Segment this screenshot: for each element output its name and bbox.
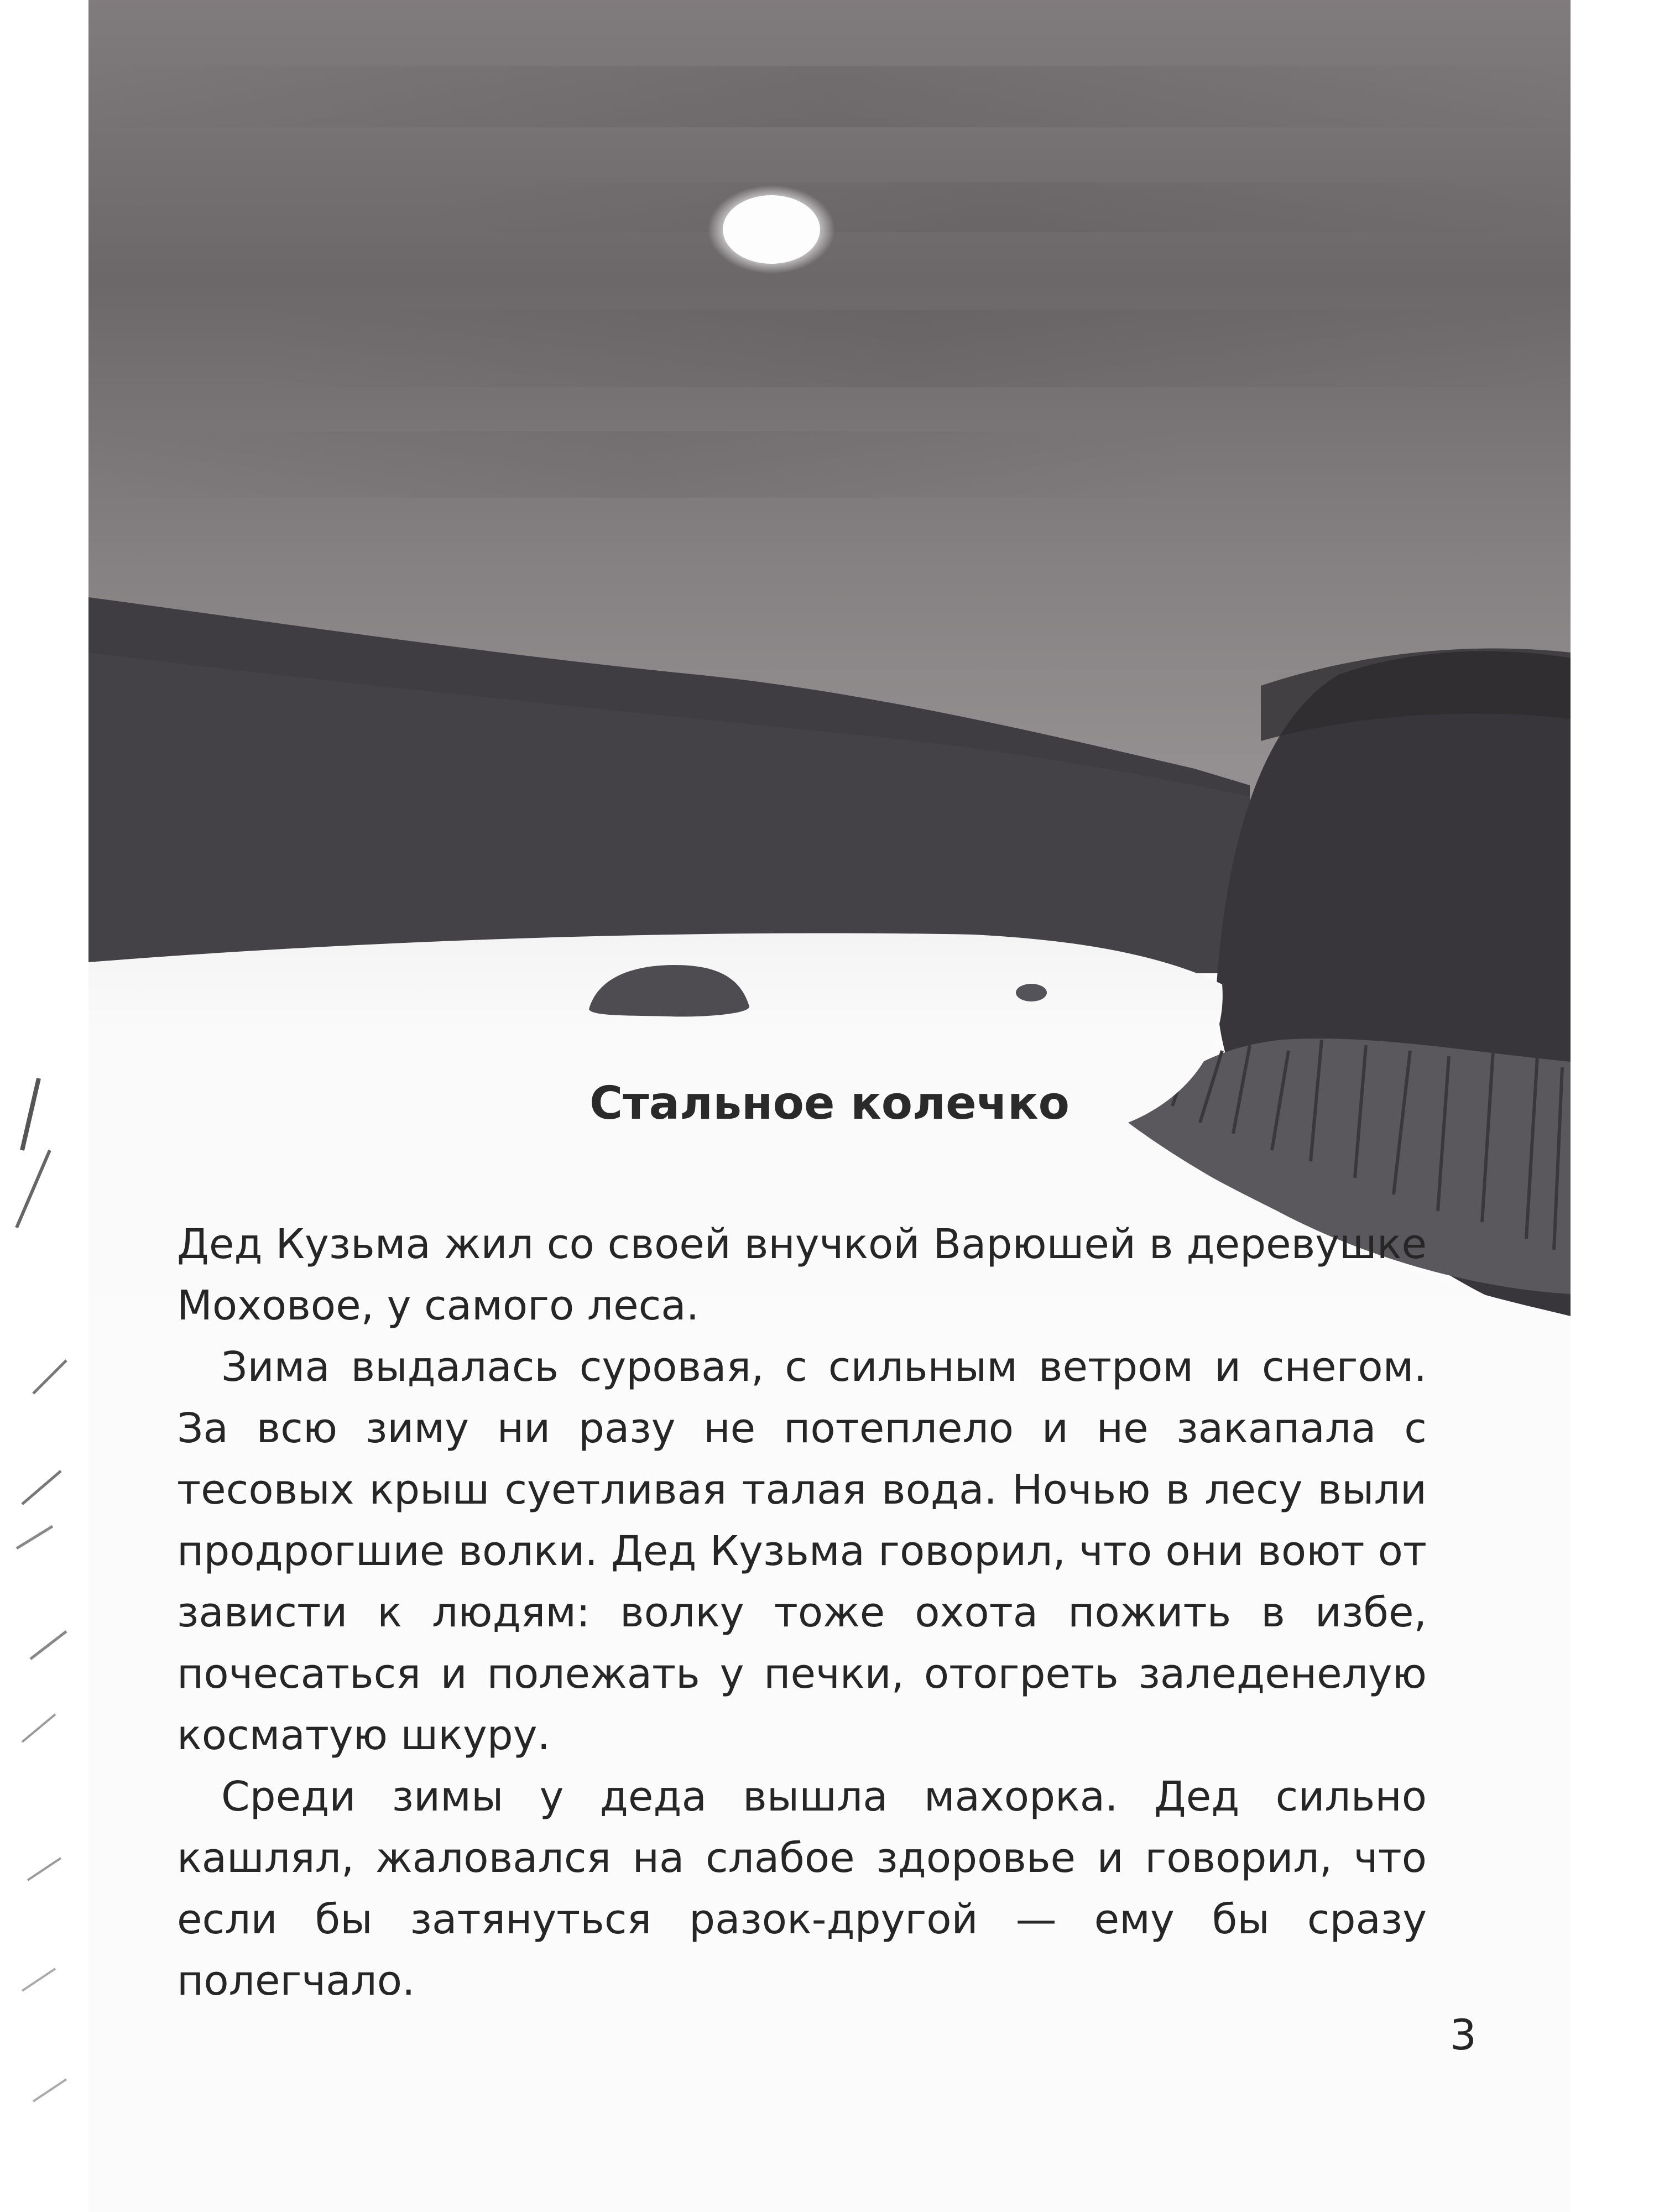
story-paragraph: Зима выдалась суровая, с сильным ветром и снегом. За всю зиму ни разу не потеплело и не закапала с тесовых крыш суетливая талая вода. Ночью в лесу выли продрогшие волки. Дед Кузьма говорил, что они воют от зависти к людям: волку тоже охота пожить в избе, почесаться и полежать у печки, отогреть заледенелую косматую шкуру. <box>177 1343 1427 1759</box>
story-title: Стальное колечко <box>589 1077 1070 1130</box>
small-rock <box>1016 984 1047 1001</box>
book-page <box>88 0 1571 2212</box>
story-paragraph: Среди зимы у деда вышла махорка. Дед сильно кашлял, жаловался на слабое здоровье и говорил, что если бы затянуться разок-другой — ему бы сразу полегчало. <box>177 1773 1427 2005</box>
story-paragraph: Дед Кузьма жил со своей внучкой Варюшей в деревушке Моховое, у самого леса. <box>177 1220 1427 1329</box>
adjacent-page-marks <box>0 940 88 2212</box>
story-body <box>177 1214 1427 2012</box>
page-number: 3 <box>1449 2010 1477 2059</box>
